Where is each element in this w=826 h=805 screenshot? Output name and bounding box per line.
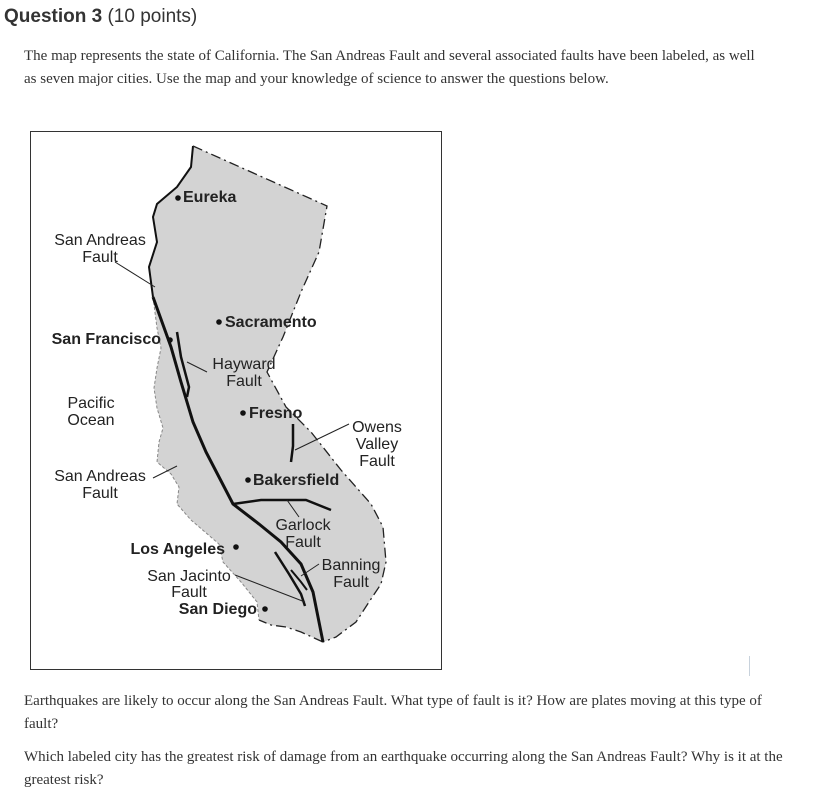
city-dot-san-diego — [262, 606, 268, 612]
label-hayward-2: Fault — [226, 373, 262, 390]
label-owens-2: Valley — [355, 436, 399, 453]
text-cursor-mark — [749, 656, 750, 676]
label-san-andreas-bottom-1: San Andreas — [54, 468, 146, 485]
city-dot-bakersfield — [245, 477, 251, 483]
city-label-los-angeles: Los Angeles — [130, 541, 225, 558]
city-dot-san-francisco — [167, 337, 173, 343]
city-dot-eureka — [175, 195, 181, 201]
label-san-andreas-top-2: Fault — [82, 249, 118, 266]
label-san-jacinto-2: Fault — [171, 584, 207, 601]
label-banning-1: Banning — [321, 557, 381, 574]
city-label-san-francisco: San Francisco — [51, 331, 161, 348]
label-pacific-1: Pacific — [67, 395, 115, 412]
label-san-jacinto-1: San Jacinto — [147, 568, 231, 585]
label-san-andreas-top-1: San Andreas — [54, 232, 146, 249]
label-banning-2: Fault — [333, 574, 369, 591]
label-garlock-1: Garlock — [275, 517, 331, 534]
city-label-san-diego: San Diego — [178, 601, 257, 618]
city-label-sacramento: Sacramento — [225, 314, 317, 331]
question-points: (10 points) — [107, 6, 198, 27]
label-san-andreas-bottom-2: Fault — [82, 485, 118, 502]
question-header — [4, 6, 197, 28]
intro-paragraph: The map represents the state of California. The San Andreas Fault and several associated faults have been labeled, as well as seven major cities. Use the map and your knowledge of science to answer the questions below. — [24, 48, 755, 87]
city-dot-los-angeles — [233, 544, 239, 550]
label-hayward-1: Hayward — [212, 356, 276, 373]
city-label-fresno: Fresno — [249, 405, 303, 422]
question-title: Question 3 — [4, 6, 103, 27]
city-dot-sacramento — [216, 319, 222, 325]
city-label-eureka: Eureka — [183, 189, 237, 206]
label-pacific-2: Ocean — [67, 412, 115, 429]
label-owens-3: Fault — [359, 453, 395, 470]
california-fault-map — [30, 131, 442, 670]
label-owens-1: Owens — [352, 419, 402, 436]
question-prompt-1: Earthquakes are likely to occur along the San Andreas Fault. What type of fault is it? How are plates moving at this type of fault? — [24, 693, 762, 732]
question-prompt-2: Which labeled city has the greatest risk of damage from an earthquake occurring along the San Andreas Fault? Why is it at the greatest risk? — [24, 749, 783, 788]
city-label-bakersfield: Bakersfield — [253, 472, 340, 489]
label-garlock-2: Fault — [285, 534, 321, 551]
city-dot-fresno — [240, 410, 246, 416]
